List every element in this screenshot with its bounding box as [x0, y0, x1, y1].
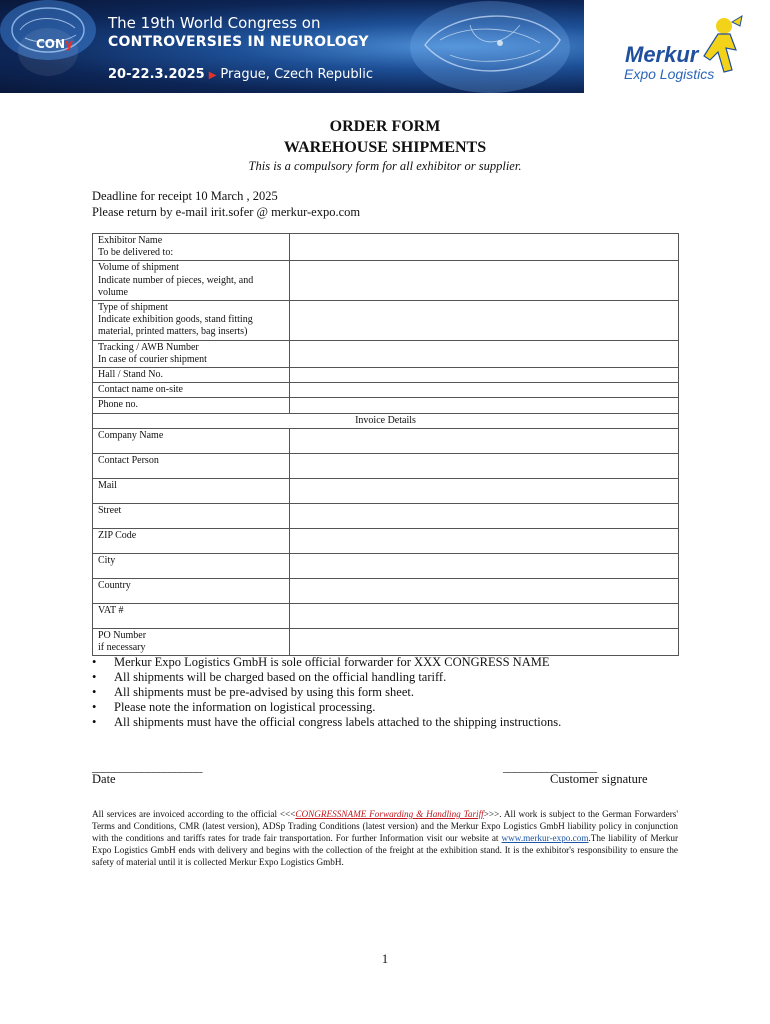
form-field-label-line: Type of shipment: [98, 302, 168, 314]
return-email-text: Please return by e-mail irit.sofer @ merkur-expo.com: [92, 205, 361, 219]
bullet-item: • All shipments must be pre-advised by using this form sheet.: [92, 685, 652, 700]
form-field-input[interactable]: [290, 603, 679, 628]
compulsory-note: This is a compulsory form for all exhibitor or supplier.: [248, 159, 522, 173]
form-row: [93, 428, 679, 453]
form-field-label-line: Phone no.: [98, 399, 138, 411]
form-field-label: [93, 478, 290, 503]
terms-text-b: >>>. All work is subject to the German Forwarders' Terms and Conditions, CMR (latest version), ADSp Trading Conditions (latest version) and the Merkur Expo Logistics GmbH liability policy in conjunction with the conditions and tariffs rates for trade fair transportation. For further Information visit our website at: [92, 809, 678, 843]
form-field-label-line: Street: [98, 504, 122, 516]
form-field-label: [93, 553, 290, 578]
logo-subtitle: Expo Logistics: [624, 66, 715, 82]
merkur-logo: [622, 14, 752, 84]
banner-title: [108, 14, 369, 52]
form-field-label: [93, 528, 290, 553]
customer-signature-line[interactable]: _________________: [503, 760, 597, 774]
form-field-label-line: volume: [98, 286, 128, 298]
form-field-label: [93, 368, 290, 383]
form-field-input[interactable]: [290, 301, 679, 341]
form-field-input[interactable]: [290, 428, 679, 453]
banner-title-line2: CONTROVERSIES IN NEUROLOGY: [108, 34, 369, 50]
form-row: [93, 301, 679, 341]
form-field-label-line: Mail: [98, 479, 117, 491]
form-row: [93, 340, 679, 367]
form-row: [93, 234, 679, 261]
website-link[interactable]: www.merkur-expo.com: [501, 833, 589, 843]
page-title: ORDER FORM: [329, 118, 441, 135]
form-field-label-line: Country: [98, 579, 131, 591]
form-field-label-line: Tracking / AWB Number: [98, 341, 199, 353]
form-row: [93, 553, 679, 578]
form-field-input[interactable]: [290, 261, 679, 301]
page-subtitle-heading: WAREHOUSE SHIPMENTS: [283, 139, 487, 156]
form-field-label-line: Volume of shipment: [98, 262, 179, 274]
form-field-label-line: Exhibitor Name: [98, 235, 163, 246]
invoice-header-row: [93, 413, 679, 428]
form-field-label-line: ZIP Code: [98, 529, 137, 541]
play-arrow-icon: ▶: [208, 70, 217, 81]
form-field-input[interactable]: [290, 528, 679, 553]
form-row: [93, 261, 679, 301]
logo-name: Merkur: [625, 42, 699, 67]
form-field-label: [93, 453, 290, 478]
form-field-label: [93, 628, 290, 655]
form-field-label: [93, 578, 290, 603]
form-field-input[interactable]: [290, 234, 679, 261]
date-label: Date: [92, 772, 116, 786]
form-field-input[interactable]: [290, 368, 679, 383]
form-field-label: [93, 428, 290, 453]
form-field-label-line: Indicate exhibition goods, stand fitting: [98, 314, 253, 326]
terms-paragraph: [92, 808, 678, 868]
form-field-label: [93, 383, 290, 398]
form-row: [93, 383, 679, 398]
form-field-input[interactable]: [290, 628, 679, 655]
form-row: [93, 603, 679, 628]
date-signature-line[interactable]: ____________________: [92, 760, 202, 774]
banner-title-line1: The 19th World Congress on: [108, 14, 321, 32]
form-field-input[interactable]: [290, 478, 679, 503]
form-row: [93, 368, 679, 383]
form-row: [93, 398, 679, 413]
terms-text-c: .The liability of Merkur Expo Logistics GmbH ends with delivery and begins with the collection of the freight at the exhibition stand. It is the exhibitor's responsibility to ensure the safety of material until it is collected Merkur Expo Logistics GmbH.: [92, 833, 678, 867]
form-field-label: [93, 234, 290, 261]
deadline-text: Deadline for receipt 10 March , 2025: [92, 189, 278, 203]
invoice-details-heading: Invoice Details: [93, 413, 679, 428]
form-field-label-line: material, printed matters, bag inserts): [98, 326, 248, 338]
form-field-label-line: PO Number: [98, 629, 147, 641]
bullet-item: • Merkur Expo Logistics GmbH is sole official forwarder for XXX CONGRESS NAME: [92, 655, 652, 670]
form-field-label-line: VAT #: [98, 604, 124, 616]
form-field-input[interactable]: [290, 398, 679, 413]
tariff-link[interactable]: CONGRESSNAME Forwarding & Handling Tariff: [295, 809, 484, 819]
customer-signature-label: Customer signature: [550, 772, 648, 786]
form-field-label: [93, 503, 290, 528]
order-form-table: [92, 233, 679, 656]
form-field-input[interactable]: [290, 503, 679, 528]
form-field-label-line: Hall / Stand No.: [98, 369, 163, 381]
form-field-label-line: if necessary: [98, 642, 146, 654]
form-field-label-line: Indicate number of pieces, weight, and: [98, 274, 254, 286]
deadline-block: [92, 188, 360, 220]
bullet-item: • All shipments will be charged based on the official handling tariff.: [92, 670, 652, 685]
cony-logo: CONy: [36, 37, 73, 51]
form-row: [93, 478, 679, 503]
form-field-input[interactable]: [290, 453, 679, 478]
form-field-label-line: To be delivered to:: [98, 247, 174, 259]
congress-banner: [0, 0, 584, 93]
form-field-input[interactable]: [290, 340, 679, 367]
form-field-label: [93, 603, 290, 628]
form-field-input[interactable]: [290, 578, 679, 603]
form-field-label: [93, 340, 290, 367]
bullet-item: • All shipments must have the official congress labels attached to the shipping instructions.: [92, 715, 652, 730]
form-row: [93, 628, 679, 655]
form-field-label: [93, 261, 290, 301]
bullet-item: • Please note the information on logistical processing.: [92, 700, 652, 715]
form-field-label-line: In case of courier shipment: [98, 353, 207, 365]
form-field-label: [93, 398, 290, 413]
form-field-label: [93, 301, 290, 341]
banner-place: Prague, Czech Republic: [220, 67, 374, 82]
form-field-input[interactable]: [290, 383, 679, 398]
form-field-label-line: Contact name on-site: [98, 384, 183, 396]
form-row: [93, 453, 679, 478]
form-field-input[interactable]: [290, 553, 679, 578]
form-field-label-line: Company Name: [98, 429, 164, 441]
page-number: 1: [381, 952, 389, 966]
terms-text-a: All services are invoiced according to the official <<<: [92, 809, 296, 819]
form-field-label-line: City: [98, 554, 116, 566]
brain-scan-graphic-icon: [380, 0, 584, 93]
banner-date: [108, 67, 373, 82]
form-field-label-line: Contact Person: [98, 454, 159, 466]
form-row: [93, 503, 679, 528]
form-row: [93, 528, 679, 553]
banner-date-text: 20-22.3.2025: [108, 67, 205, 82]
form-row: [93, 578, 679, 603]
info-bullet-list: [92, 655, 652, 730]
